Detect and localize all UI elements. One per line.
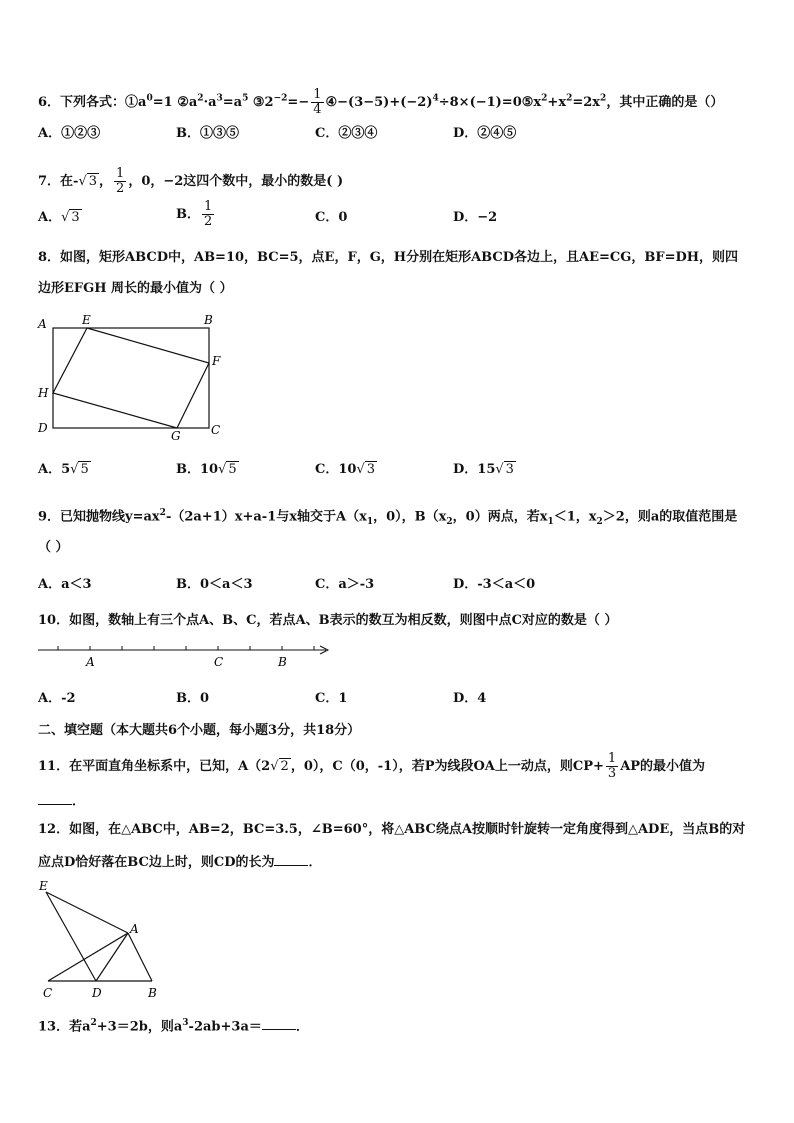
question-11: 11．在平面直角坐标系中，已知，A（2√ 2 ，0），C（0，-1），若P为线段OA上一动点，则CP+ $\frac{1}{3}$ AP的最小值为 — [38, 751, 706, 781]
rotated-triangle-figure — [36, 876, 166, 1004]
option-c[interactable]: C．②③④ — [315, 126, 378, 141]
label-d: D — [92, 986, 102, 1000]
fraction: $\frac{1}{4}$ — [313, 87, 322, 117]
option-d[interactable]: D．4 — [453, 691, 487, 706]
triangle-lines — [46, 892, 152, 981]
number-line-ticks — [58, 646, 314, 650]
label-c: C — [43, 986, 53, 1000]
label-f: F — [212, 354, 221, 368]
label-g: G — [171, 429, 181, 442]
option-a[interactable]: A．5√ 5 — [38, 462, 89, 477]
rectangle-efgh-figure — [34, 312, 234, 442]
label-e: E — [82, 313, 91, 327]
option-c[interactable]: C．1 — [315, 691, 348, 706]
point-b-label: B — [278, 655, 287, 669]
option-b[interactable]: B． $\frac{1}{2}$ — [176, 199, 213, 229]
option-d[interactable]: D．②④⑤ — [453, 126, 517, 141]
option-a[interactable]: A．a＜3 — [38, 577, 92, 592]
option-d[interactable]: D．−2 — [453, 210, 498, 225]
point-a-label: A — [86, 655, 95, 669]
option-a[interactable]: A．①②③ — [38, 126, 101, 141]
sqrt: √ 3 — [78, 174, 98, 189]
question-13: 13．若$a^2+3=2b$，则$a^3-2ab+3a=$ ． — [38, 1013, 764, 1037]
label-a: A — [38, 317, 47, 331]
option-c[interactable]: C．a＞-3 — [315, 577, 375, 592]
question-10: 10．如图，数轴上有三个点A、B、C，若点A、B表示的数互为相反数，则图中点C对应的数是（ ） — [38, 613, 618, 628]
question-11-line-2: ． — [38, 790, 764, 812]
answer-blank[interactable] — [274, 851, 308, 866]
option-c[interactable]: C．10√ 3 — [315, 462, 376, 477]
label-e: E — [39, 879, 48, 893]
option-b[interactable]: B．0＜a＜3 — [176, 577, 253, 592]
label-b: B — [204, 313, 213, 327]
number-line-figure — [36, 640, 336, 670]
quadrilateral-efgh — [53, 328, 209, 428]
option-b[interactable]: B．0 — [176, 691, 210, 706]
answer-blank[interactable] — [262, 1015, 296, 1030]
option-a[interactable]: A．√ 3 — [38, 210, 80, 225]
option-c[interactable]: C．0 — [315, 210, 348, 225]
option-a[interactable]: A．-2 — [38, 691, 76, 706]
option-d[interactable]: D．-3＜a＜0 — [453, 577, 536, 592]
answer-blank[interactable] — [38, 790, 72, 805]
question-6: 6．下列各式：$①a^0=1$ $②a^2\cdot a^3=a^5$ $③2^{-2}=-$ $\frac{1}{4}$ $④-(3-5)+(-2)^4\div 8\times(-1)=0⑤x^2+x^2=2x^2$，其中正确的是（） — [38, 87, 724, 117]
question-8-line-1: 8．如图，矩形ABCD中，AB=10，BC=5，点E，F，G，H分别在矩形ABCD各边上，且AE=CG，BF=DH，则四 — [38, 250, 739, 265]
point-c-label: C — [214, 655, 224, 669]
label-d: D — [38, 421, 48, 435]
question-7: 7．在-√ 3 ， $\frac{1}{2}$ ，0，−2这四个数中，最小的数是( ) — [38, 166, 344, 196]
question-8-line-2: 边形EFGH 周长的最小值为（ ） — [38, 281, 233, 296]
question-9: 9．已知抛物线$y=ax^2-(2a+1)x+a-1$与x轴交于$A(x_1$，0），$B(x_2$，0）两点，若$x_1<1$，$x_2>2$，则a的取值范围是 — [38, 508, 738, 527]
label-a: A — [130, 922, 139, 936]
question-12-line-1: 12．如图，在△ABC中，AB=2，BC=3.5，∠B=60°，将△ABC绕点A按顺时针旋转一定角度得到△ADE，当点B的对 — [38, 822, 746, 837]
option-b[interactable]: B．①③⑤ — [176, 126, 239, 141]
fraction: $\frac{1}{2}$ — [116, 166, 125, 196]
label-c: C — [211, 423, 221, 437]
label-h: H — [38, 386, 49, 400]
question-9-line-2: （ ） — [38, 540, 69, 555]
rectangle-abcd — [53, 328, 209, 428]
question-12-line-2: 应点D恰好落在BC边上时，则CD的长为 ． — [38, 851, 764, 873]
option-b[interactable]: B．10√ 5 — [176, 462, 237, 477]
label-b: B — [148, 986, 157, 1000]
section-title: 二、填空题（本大题共6个小题，每小题3分，共18分） — [38, 723, 361, 738]
option-d[interactable]: D．15√ 3 — [453, 462, 514, 477]
